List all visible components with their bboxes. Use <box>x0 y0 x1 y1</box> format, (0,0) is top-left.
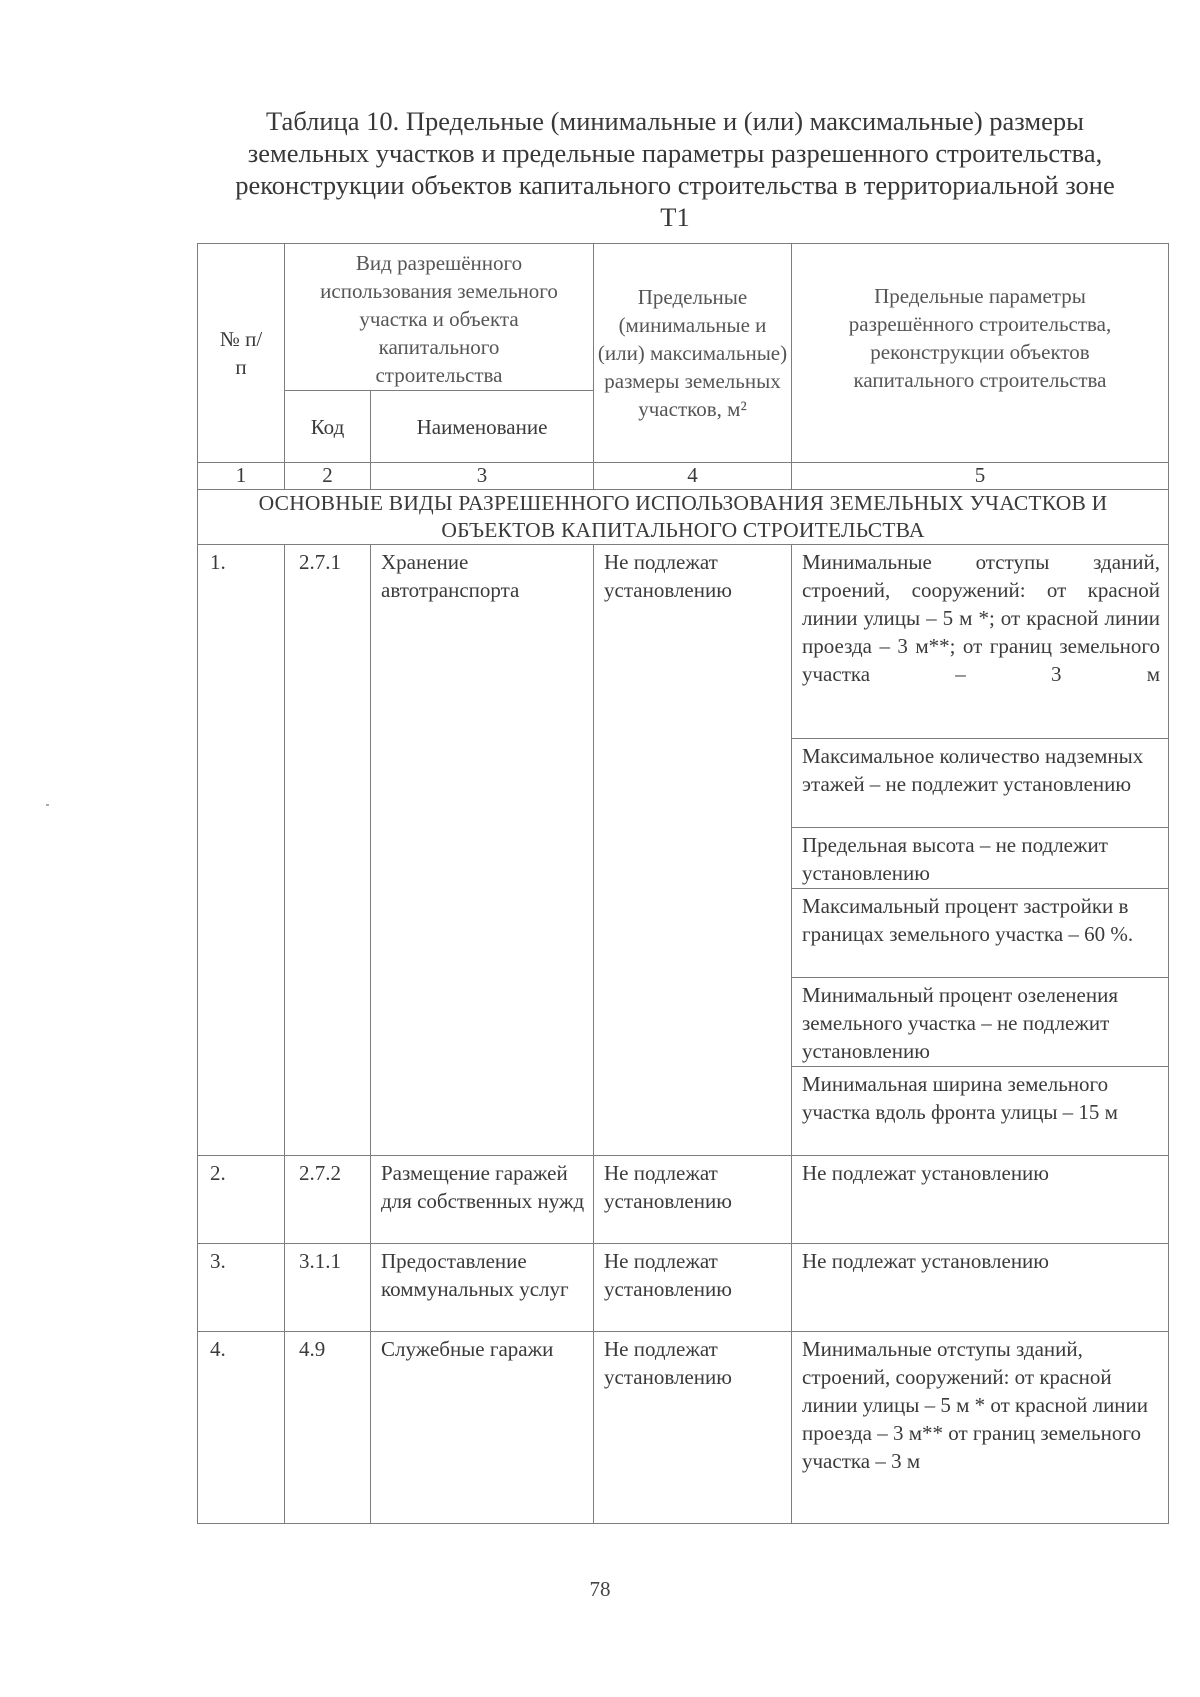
row-code: 4.9 <box>285 1332 371 1524</box>
row-num: 4. <box>198 1332 285 1524</box>
section-row <box>198 490 1169 545</box>
page-number: 78 <box>589 1577 611 1601</box>
row-param: Минимальный процент озеленения земельного участка – не подлежит установлению <box>792 978 1169 1067</box>
row-num: 2. <box>198 1156 285 1244</box>
section-title-text: ОСНОВНЫЕ ВИДЫ РАЗРЕШЕННОГО ИСПОЛЬЗОВАНИЯ ЗЕМЕЛЬНЫХ УЧАСТКОВ И ОБЪЕКТОВ КАПИТАЛЬНОГО СТРОИТЕЛЬСТВА <box>258 491 1108 542</box>
column-numbers-row <box>198 463 1169 490</box>
header-razmery-text: Предельные (минимальные и (или) максимальные) размеры земельных участков, м² <box>597 285 788 421</box>
row-name: Предоставление коммунальных услуг <box>371 1244 594 1332</box>
row-code: 3.1.1 <box>285 1244 371 1332</box>
row-param: Минимальная ширина земельного участка вдоль фронта улицы – 15 м <box>792 1067 1169 1156</box>
table-row <box>198 1156 1169 1244</box>
col-num: 5 <box>792 463 1169 490</box>
header-naim: Наименование <box>371 391 594 463</box>
row-size: Не подлежат установлению <box>594 1332 792 1524</box>
row-param: Минимальные отступы зданий, строений, сооружений: от красной линии улицы – 5 м * от красной линии проезда – 3 м** от границ земельного участка – 3 м <box>792 1332 1169 1524</box>
header-num-text: № п/п <box>219 327 263 379</box>
row-code: 2.7.1 <box>285 545 371 1156</box>
col-num: 2 <box>285 463 371 490</box>
row-size: Не подлежат установлению <box>594 1156 792 1244</box>
row-param: Максимальное количество надземных этажей – не подлежит установлению <box>792 739 1169 828</box>
row-name: Размещение гаражей для собственных нужд <box>371 1156 594 1244</box>
header-vid-text: Вид разрешённого использования земельного участка и объекта капитального строительства <box>320 251 558 387</box>
row-param: Максимальный процент застройки в границах земельного участка – 60 %. <box>792 889 1169 978</box>
row-num: 1. <box>198 545 285 1156</box>
land-use-table <box>197 243 1169 1524</box>
col-num: 1 <box>198 463 285 490</box>
header-num <box>198 244 285 463</box>
row-size: Не подлежат установлению <box>594 545 792 1156</box>
row-name: Служебные гаражи <box>371 1332 594 1524</box>
header-row <box>198 244 1169 391</box>
row-param: Предельная высота – не подлежит установлению <box>792 828 1169 889</box>
header-vid <box>285 244 594 391</box>
header-params-text: Предельные параметры разрешённого строительства, реконструкции объектов капитального строительства <box>848 284 1112 392</box>
row-name: Хранение автотранспорта <box>371 545 594 1156</box>
table-row <box>198 545 1169 739</box>
col-num: 4 <box>594 463 792 490</box>
header-kod: Код <box>285 391 371 463</box>
caption-line: реконструкции объектов капитального строительства в территориальной зоне <box>235 170 1115 200</box>
header-params <box>792 244 1169 463</box>
row-param: Не подлежат установлению <box>792 1244 1169 1332</box>
row-num: 3. <box>198 1244 285 1332</box>
table-row <box>198 1244 1169 1332</box>
table-row <box>198 1332 1169 1524</box>
caption-line: Таблица 10. Предельные (минимальные и (или) максимальные) размеры <box>266 106 1084 136</box>
row-param: Не подлежат установлению <box>792 1156 1169 1244</box>
header-razmery <box>594 244 792 463</box>
table-caption <box>195 105 1155 233</box>
section-title <box>198 490 1169 545</box>
row-size: Не подлежат установлению <box>594 1244 792 1332</box>
row-param: Минимальные отступы зданий, строений, сооружений: от красной линии улицы – 5 м *; от красной линии проезда – 3 м**; от границ земельного участка – 3 м <box>792 545 1169 739</box>
col-num: 3 <box>371 463 594 490</box>
scan-speck <box>46 804 49 806</box>
row-code: 2.7.2 <box>285 1156 371 1244</box>
caption-line: земельных участков и предельные параметры разрешенного строительства, <box>247 138 1103 168</box>
caption-line: Т1 <box>660 202 690 232</box>
